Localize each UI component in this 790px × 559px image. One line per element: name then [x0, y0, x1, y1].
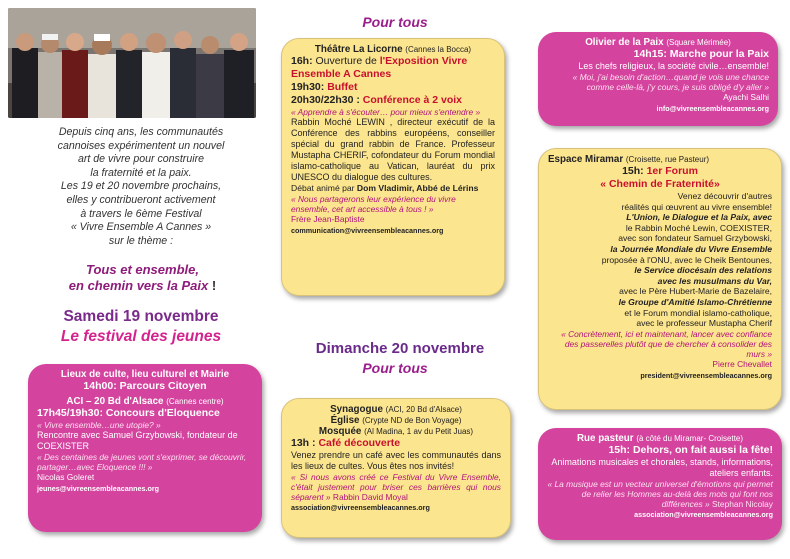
- intro-line: « Vivre Ensemble A Cannes »: [70, 221, 212, 234]
- intro-text: [10, 126, 272, 248]
- quote: « Vivre ensemble…une utopie? »: [37, 420, 161, 430]
- intro-line: cannoises expérimentent un nouvel: [57, 139, 225, 152]
- pour-tous-top: Pour tous: [362, 14, 428, 30]
- event-opening: 16h: Ouverture de l'Exposition Vivre Ensemble A Cannes: [291, 55, 468, 80]
- intro-line: elles y contribueront activement: [66, 193, 216, 206]
- youth-festival-title: Le festival des jeunes: [60, 328, 222, 345]
- debate-quote: « Nous partagerons leur expérience du vivre ensemble, cet art accessible à tous ! »: [291, 194, 456, 214]
- venue-title: Rue pasteur (à côté du Miramar- Croisette): [576, 433, 744, 444]
- venue-eglise: Église (Crypte ND de Bon Voyage): [330, 415, 462, 426]
- venue-title: Lieux de culte, lieu culturel et Mairie: [60, 369, 230, 380]
- card-rue-pasteur: [538, 428, 782, 540]
- card-espace-miramar: [538, 148, 782, 410]
- body-text: Rencontre avec Samuel Grzybowski, fondateur de COEXISTER: [37, 430, 238, 451]
- conference-body: Rabbin Moché LEWIN , directeur exécutif de la Conférence des rabbins européens, conseiller spécial du grand rabbin de France. Professeur Mustapha CHERIF, cofondateur du Forum mondial islamo-catholique au Vatican, lauréat du prix UNESCO du dialogue des cultures.: [291, 117, 495, 182]
- motto-bang: !: [208, 278, 217, 293]
- pour-tous-mid: Pour tous: [362, 360, 428, 376]
- email-link[interactable]: association@vivreensembleacannes.org: [291, 503, 430, 512]
- motto-line-1: Tous et ensemble,: [86, 262, 199, 277]
- card-theatre-licorne: [281, 38, 505, 296]
- intro-line: art de vivre pour construire: [77, 153, 204, 166]
- event-buffet: 19h30: Buffet: [291, 81, 358, 93]
- signature: Frère Jean-Baptiste: [291, 214, 365, 224]
- conference-quote: « Apprendre à s'écouter… pour mieux s'entendre »: [291, 107, 481, 117]
- venue-mosquee: Mosquée (Al Madina, 1 av du Petit Juas): [318, 426, 474, 437]
- quote-2: « Des centaines de jeunes vont s'exprimer, se découvrir, partager…avec Eloquence !!! »: [37, 452, 247, 472]
- quote: « Concrètement, ici et maintenant, lancer avec confiance des passerelles plutôt que de chercher à consolider des murs »: [561, 328, 772, 359]
- event-parcours: 14h00: Parcours Citoyen: [83, 380, 207, 392]
- lead-text: Les chefs religieux, la société civile…ensemble!: [578, 61, 769, 71]
- quote: « Si nous avons créé ce Festival du Vivre Ensemble, c'était justement pour briser ces barrières qui nous séparent » Rabbin David Moyal: [291, 472, 501, 502]
- venue-title: Espace Miramar (Croisette, rue Pasteur): [548, 154, 710, 165]
- group-photo: [8, 8, 256, 118]
- quote: « Moi, j'ai besoin d'action…quand je vois une chance comme celle-là, j'y cours, je suis obligé d'y aller »: [572, 72, 769, 92]
- email-link[interactable]: info@vivreensembleacannes.org: [656, 104, 769, 113]
- event-conference: 20h30/22h30 : Conférence à 2 voix: [291, 94, 463, 106]
- intro-line: Depuis cinq ans, les communautés: [58, 126, 224, 138]
- venue-title: Théâtre La Licorne (Cannes la Bocca): [314, 44, 472, 55]
- intro-line: Les 19 et 20 novembre prochains,: [60, 180, 222, 193]
- event-fete: 15h: Dehors, on fait aussi la fête!: [608, 444, 773, 456]
- sunday-title: Dimanche 20 novembre: [315, 340, 485, 357]
- saturday-title: Samedi 19 novembre: [63, 308, 219, 325]
- intro-line: la fraternité et la paix.: [90, 166, 192, 179]
- event-eloquence: 17h45/19h30: Concours d'Eloquence: [37, 407, 220, 419]
- event-forum: 15h: 1er Forum: [622, 165, 698, 177]
- venue-title-2: ACI – 20 Bd d'Alsace (Cannes centre): [66, 396, 224, 407]
- signature: Pierre Chevallet: [712, 358, 772, 369]
- intro-line: sur le thème :: [108, 234, 174, 247]
- email-link[interactable]: jeunes@vivreensembleacannes.org: [37, 484, 160, 493]
- event-cafe: 13h : Café découverte: [291, 437, 401, 449]
- motto-line-2: en chemin vers la Paix: [68, 278, 209, 293]
- motto: [20, 262, 265, 294]
- intro-line: à travers le 6ème Festival: [80, 207, 202, 220]
- body-text: Venez prendre un café avec les communautés dans les lieux de cultes. Vous êtes nos invités!: [291, 450, 501, 471]
- email-link[interactable]: association@vivreensembleacannes.org: [634, 510, 773, 519]
- event-forum-title: « Chemin de Fraternité»: [600, 178, 720, 190]
- email-link[interactable]: communication@vivreensembleacannes.org: [291, 226, 444, 235]
- debate-line: Débat animé par Dom Vladimir, Abbé de Lérins: [291, 183, 479, 193]
- email-link[interactable]: president@vivreensembleacannes.org: [640, 370, 772, 380]
- signature: Nicolas Goleret: [37, 472, 95, 482]
- venue-synagogue: Synagogue (ACI, 20 Bd d'Alsace): [330, 404, 462, 415]
- event-march: 14h15: Marche pour la Paix: [633, 48, 769, 60]
- card-olivier-paix: [538, 32, 778, 126]
- signature: Ayachi Salhi: [723, 92, 769, 102]
- body-text: Animations musicales et chorales, stands, informations, ateliers enfants.: [551, 457, 773, 478]
- venue-title: Olivier de la Paix (Square Mérimée): [585, 37, 731, 48]
- card-lieux-de-culte: [28, 364, 262, 532]
- forum-description: Venez découvrir d'autres réalités qui œuvrent au vivre ensemble! L'Union, le Dialogue et la Paix, avec le Rabbin Moché Lewin, COEXISTER, avec son fondateur Samuel Grzybowski, la Journée Mondiale du Vivre Ensemble proposée à l'ONU, avec le Cheik Bentounes, le Service diocésain des relations avec les musulmans du Var, avec le Père Hubert-Marie de Bazelaire, le Groupe d'Amitié Islamo-Chrétienne et le Forum mondial islamo-catholique, avec le professeur Mustapha Cherif: [601, 191, 772, 329]
- card-cafe-decouverte: [281, 398, 511, 538]
- quote: « La musique est un vecteur universel d'émotions qui permet de relier les Hommes au-delà des mots qui font nos différences » Stephan Nicolay: [547, 479, 773, 509]
